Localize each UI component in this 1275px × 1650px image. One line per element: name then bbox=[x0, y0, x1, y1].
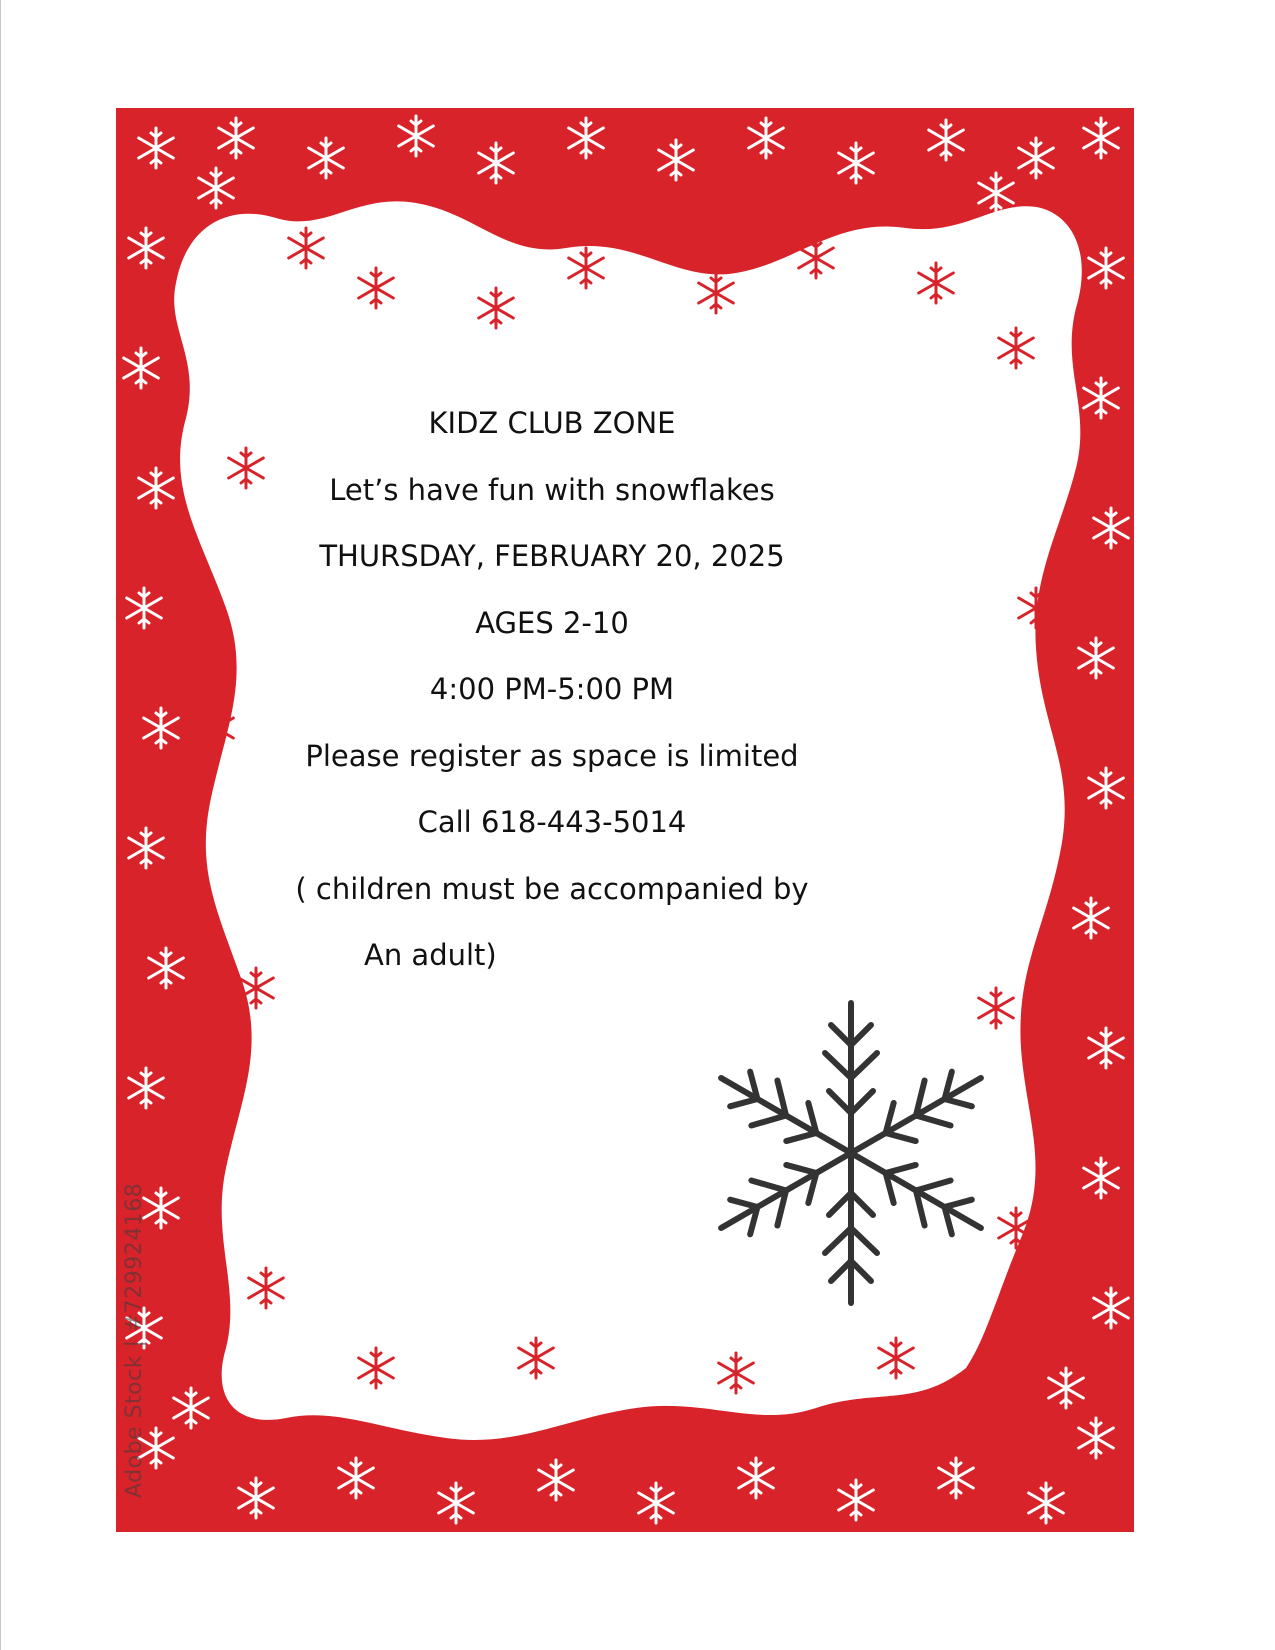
stock-watermark: Adobe Stock | #729924168 bbox=[122, 1182, 147, 1498]
page-edge bbox=[0, 0, 1, 1650]
event-details bbox=[276, 390, 828, 989]
adult-note-line1: ( children must be accompanied by bbox=[295, 871, 809, 906]
adult-note-line2: An adult) bbox=[364, 938, 497, 972]
event-ages: AGES 2-10 bbox=[475, 605, 629, 640]
snowflake-outline-icon bbox=[646, 988, 1056, 1318]
event-title: KIDZ CLUB ZONE bbox=[428, 406, 676, 440]
register-note: Please register as space is limited bbox=[305, 738, 799, 773]
contact-phone: Call 618-443-5014 bbox=[417, 805, 687, 839]
event-date: THURSDAY, FEBRUARY 20, 2025 bbox=[319, 539, 785, 573]
flyer bbox=[116, 108, 1134, 1532]
event-subtitle: Let’s have fun with snowflakes bbox=[329, 472, 775, 507]
event-time: 4:00 PM-5:00 PM bbox=[429, 672, 675, 706]
